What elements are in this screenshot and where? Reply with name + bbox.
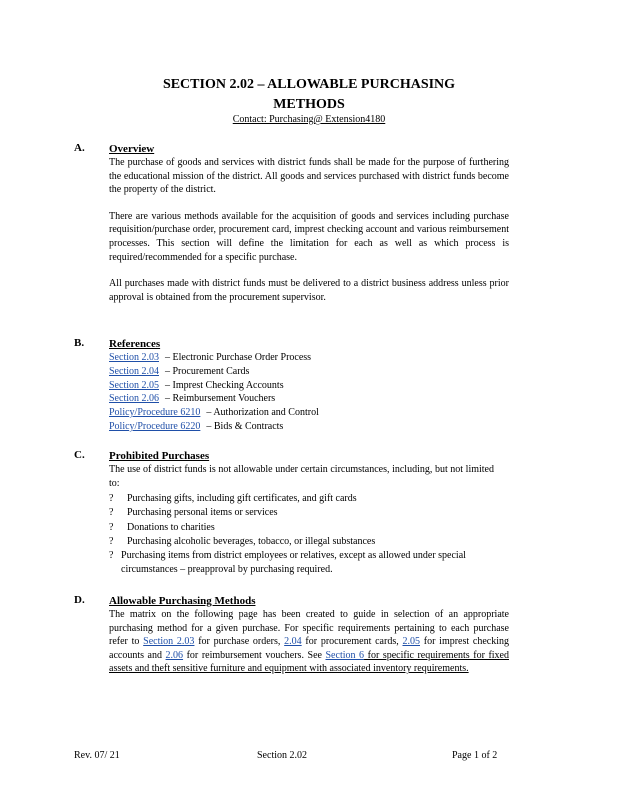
reference-description: – Authorization and Control	[206, 407, 319, 419]
paragraph-text: for procurement cards,	[301, 636, 403, 648]
list-item-text: Purchasing gifts, including gift certificates, and gift cards	[127, 493, 357, 505]
footer-page-number: Page 1 of 2	[452, 750, 498, 761]
reference-description: – Bids & Contracts	[206, 420, 284, 432]
list-item	[109, 521, 494, 535]
section-2-03-link[interactable]: Section 2.03	[143, 636, 195, 648]
overview-paragraph-2: There are various methods available for the acquisition of goods and services including purchase requisition/purchase order, procurement card, imprest checking account and various reimbursement processes. This section will define the limitation for each as well as which process is required/recommended for a specific purchase.	[109, 210, 509, 263]
reference-description: – Electronic Purchase Order Process	[165, 352, 312, 363]
reference-link[interactable]: Section 2.06	[109, 393, 159, 405]
reference-link[interactable]: Section 2.03	[109, 352, 159, 363]
section-6-link[interactable]: Section 6	[325, 649, 365, 661]
reference-description: – Imprest Checking Accounts	[165, 379, 284, 391]
list-item-text: Purchasing items from district employees or relatives, except as allowed under special circumstances – preapproval by purchasing required.	[121, 550, 466, 576]
bullet-marker: ?	[109, 493, 114, 505]
references-list	[109, 351, 509, 434]
section-2-05-link[interactable]: 2.05	[402, 636, 420, 648]
section-letter: A.	[74, 142, 85, 154]
prohibited-intro: The use of district funds is not allowable under certain circumstances, including, but not limited to:	[109, 464, 494, 489]
reference-description: – Reimbursement Vouchers	[165, 393, 276, 405]
page-title-line2: METHODS	[273, 97, 345, 112]
paragraph-text: The matrix on the following page has been created to guide in selection of an appropriate purchasing method for a given purchase. For specific requirements pertaining to each purchase refer to	[109, 609, 509, 648]
reference-item	[109, 379, 509, 393]
reference-link[interactable]: Section 2.05	[109, 379, 159, 391]
section-heading: Allowable Purchasing Methods	[109, 595, 256, 607]
reference-description: – Procurement Cards	[165, 365, 250, 377]
section-2-06-link[interactable]: 2.06	[165, 649, 184, 661]
overview-paragraph-1: The purchase of goods and services with district funds shall be made for the purpose of furthering the educational mission of the district. All goods and services purchased with district funds become the property of the district.	[109, 157, 509, 196]
footer-revision: Rev. 07/ 21	[74, 750, 120, 761]
reference-item	[109, 351, 509, 365]
reference-item	[109, 406, 509, 420]
reference-item	[109, 392, 509, 406]
contact-text: Contact: Purchasing@ Extension4180	[232, 114, 386, 125]
footer-section: Section 2.02	[257, 750, 307, 761]
list-item	[109, 549, 494, 577]
overview-paragraph-3: All purchases made with district funds must be delivered to a district business address unless prior approval is obtained from the procurement supervisor.	[109, 278, 509, 303]
section-heading: Prohibited Purchases	[109, 450, 210, 462]
section-letter: C.	[74, 449, 85, 461]
contact-line	[0, 114, 618, 125]
paragraph-text: for specific requirements for fixed assets and theft sensitive furniture and equipment with associated inventory requirements.	[109, 649, 509, 675]
list-item	[109, 492, 494, 506]
reference-item	[109, 420, 509, 434]
list-item-text: Purchasing personal items or services	[127, 507, 278, 519]
paragraph-text: for purchase orders,	[194, 636, 285, 648]
list-item-text: Donations to charities	[127, 521, 215, 533]
prohibited-list	[109, 492, 494, 577]
bullet-marker: ?	[109, 550, 114, 561]
paragraph-text: for reimbursement vouchers. See	[183, 649, 326, 661]
allowable-paragraph	[109, 608, 509, 676]
list-item	[109, 535, 494, 549]
reference-link[interactable]: Policy/Procedure 6220	[109, 420, 201, 432]
section-letter: B.	[74, 337, 85, 349]
reference-link[interactable]: Section 2.04	[109, 365, 159, 377]
section-letter: D.	[74, 594, 85, 606]
reference-link[interactable]: Policy/Procedure 6210	[109, 407, 201, 419]
reference-item	[109, 365, 509, 379]
list-item	[109, 506, 494, 520]
list-item-text: Purchasing alcoholic beverages, tobacco, or illegal substances	[127, 535, 376, 547]
bullet-marker: ?	[109, 535, 114, 547]
section-heading: References	[109, 338, 161, 350]
section-heading: Overview	[109, 143, 155, 155]
paragraph-text: for imprest checking accounts and	[109, 636, 510, 661]
bullet-marker: ?	[109, 521, 114, 533]
page-title: SECTION 2.02 – ALLOWABLE PURCHASING	[162, 77, 456, 92]
section-2-04-link[interactable]: 2.04	[284, 636, 302, 648]
bullet-marker: ?	[109, 507, 114, 519]
